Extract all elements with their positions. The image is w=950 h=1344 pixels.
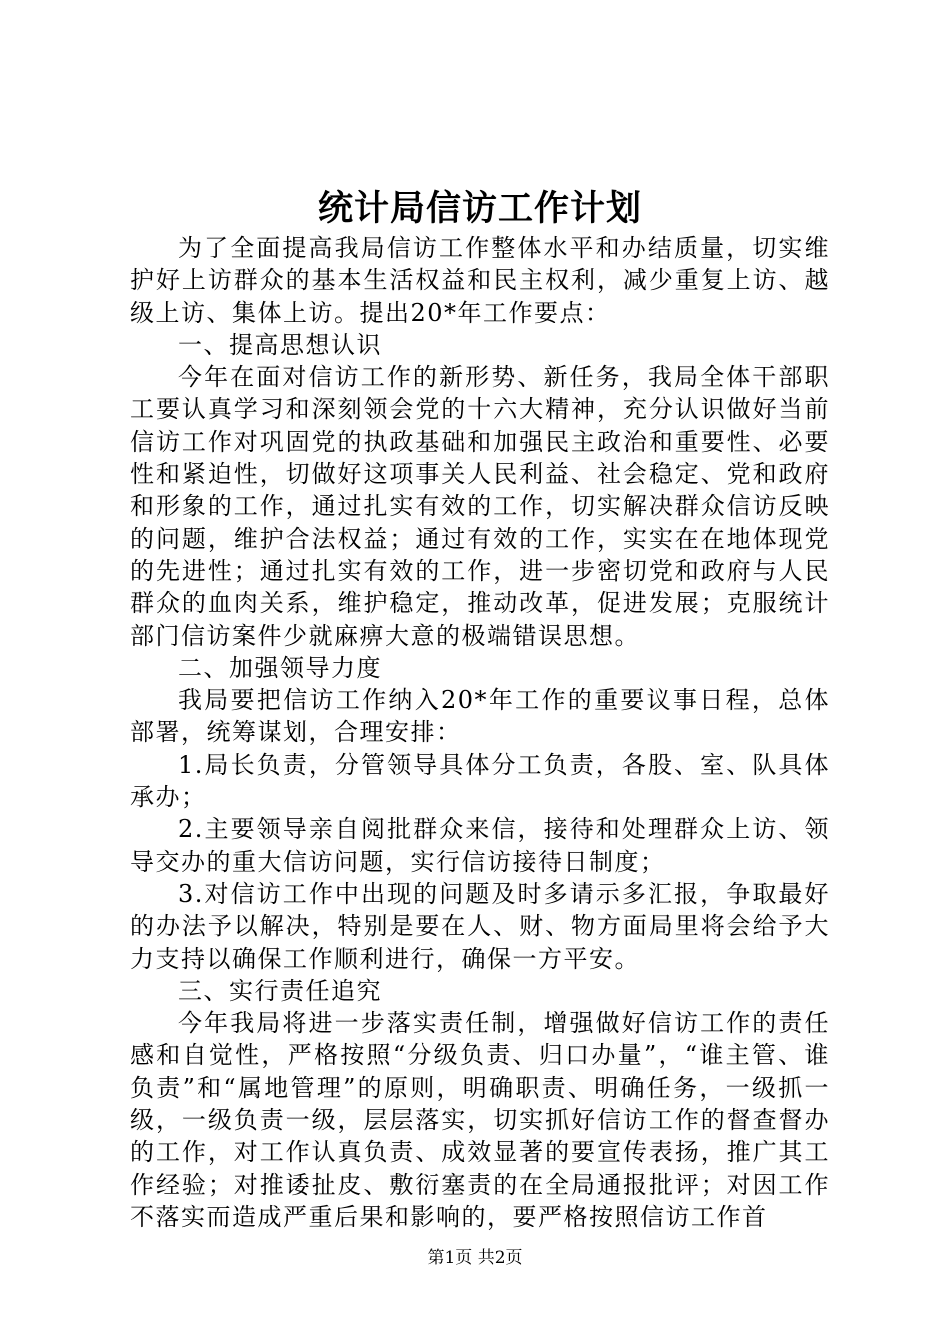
document-title: 统计局信访工作计划 bbox=[317, 188, 642, 229]
section-heading-1: 一、提高思想认识 bbox=[178, 330, 382, 359]
paragraph-section-1: 今年在面对信访工作的新形势、新任务，我局全体干部职工要认真学习和深刻领会党的十六大精神，充分认识做好当前信访工作对巩固党的执政基础和加强民主政治和重要性、必要性和紧迫性，切做好这项事关人民利益、社会稳定、党和政府和形象的工作，通过扎实有效的工作，切实解决群众信访反映的问题，维护合法权益；通过有效的工作，实实在在地体现党的先进性；通过扎实有效的工作，进一步密切党和政府与人民群众的血肉关系，维护稳定，推动改革，促进发展；克服统计部门信访案件少就麻痹大意的极端错误思想。 bbox=[130, 363, 830, 650]
list-item-3: 3.对信访工作中出现的问题及时多请示多汇报，争取最好的办法予以解决，特别是要在人、财、物方面局里将会给予大力支持以确保工作顺利进行，确保一方平安。 bbox=[130, 879, 830, 973]
document-page bbox=[130, 0, 830, 1344]
paragraph-intro: 为了全面提高我局信访工作整体水平和办结质量，切实维护好上访群众的基本生活权益和民主权利，减少重复上访、越级上访、集体上访。提出20*年工作要点： bbox=[130, 234, 830, 327]
document-body bbox=[130, 232, 830, 1233]
list-item-2: 2.主要领导亲自阅批群众来信，接待和处理群众上访、领导交办的重大信访问题，实行信访接待日制度； bbox=[130, 815, 830, 876]
section-heading-2: 二、加强领导力度 bbox=[178, 653, 382, 682]
page-footer: 第1页 共2页 bbox=[427, 1248, 523, 1268]
paragraph-section-2: 我局要把信访工作纳入20*年工作的重要议事日程，总体部署，统筹谋划，合理安排： bbox=[130, 686, 830, 747]
section-heading-3: 三、实行责任追究 bbox=[178, 976, 382, 1005]
paragraph-section-3: 今年我局将进一步落实责任制，增强做好信访工作的责任感和自觉性，严格按照“分级负责、归口办量”，“谁主管、谁负责”和“属地管理”的原则，明确职责、明确任务，一级抓一级，一级负责一级，层层落实，切实抓好信访工作的督查督办的工作，对工作认真负责、成效显著的要宣传表扬，推广其工作经验；对推诿扯皮、敷衍塞责的在全局通报批评；对因工作不落实而造成严重后果和影响的，要严格按照信访工作首 bbox=[130, 1009, 830, 1231]
list-item-1: 1.局长负责，分管领导具体分工负责，各股、室、队具体承办； bbox=[130, 750, 830, 812]
